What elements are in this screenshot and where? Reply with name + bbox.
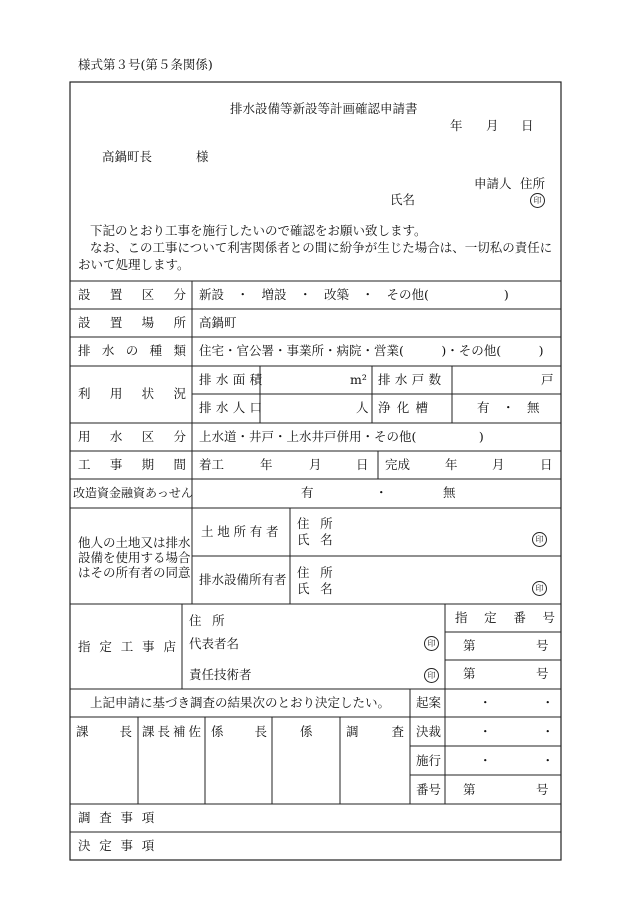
- complete-year: 年: [445, 457, 458, 472]
- kian-date: ・ ・: [479, 695, 555, 710]
- consent-label-line-1: 他人の土地又は排水: [78, 535, 191, 550]
- applicant-label: 申請人: [474, 176, 512, 191]
- role-chousa: 調査: [346, 724, 404, 739]
- decision-items-label: 決定事項: [78, 838, 164, 853]
- sekou-label: 施行: [416, 753, 442, 768]
- applicant-name-label: 氏名: [390, 192, 416, 207]
- kian-label: 起案: [416, 695, 442, 710]
- septic-label: 浄化槽: [378, 400, 435, 415]
- households-unit: 戸: [541, 372, 554, 387]
- role-kakarichou: 係長: [211, 724, 267, 739]
- area-label: 排水面積: [199, 372, 267, 387]
- complete-day: 日: [540, 457, 553, 472]
- intro-line-2: なお、この工事について利害関係者との間に紛争が生じた場合は、一切私の責任において処理します。: [78, 240, 553, 272]
- applicant-seal-icon: 印: [530, 193, 545, 208]
- bangou-label: 番号: [416, 782, 442, 797]
- date-day-label: 日: [521, 118, 534, 133]
- haisui-shurui-value: 住宅・官公署・事業所・病院・営業( )・その他( ): [199, 343, 544, 358]
- land-owner-seal-icon: 印: [532, 532, 547, 547]
- start-month: 月: [309, 457, 322, 472]
- form-title: 排水設備等新設等計画確認申請書: [230, 101, 418, 116]
- designation-dai-1: 第: [463, 638, 476, 653]
- population-unit: 人: [356, 400, 369, 415]
- kessai-date: ・ ・: [479, 724, 555, 739]
- designation-go-1: 号: [536, 638, 549, 653]
- area-unit: m²: [350, 372, 367, 387]
- role-kakari: 係: [300, 724, 313, 739]
- yousui-kubun-value: 上水道・井戸・上水井戸併用・その他( ): [199, 429, 484, 444]
- contractor-representative-label: 代表者名: [189, 636, 240, 651]
- land-owner-name-label: 氏名: [297, 532, 344, 547]
- start-year: 年: [260, 457, 273, 472]
- bangou-go: 号: [536, 782, 549, 797]
- applicant-address-label: 住所: [520, 176, 546, 191]
- start-day: 日: [356, 457, 369, 472]
- households-label: 排水戸数: [378, 372, 446, 387]
- setchi-kubun-label: 設置区分: [78, 287, 186, 302]
- facility-owner-name-label: 氏名: [297, 581, 344, 596]
- setchi-basho-value: 高鍋町: [199, 315, 237, 330]
- survey-items-label: 調査事項: [78, 810, 164, 825]
- contractor-label: 指定工事店: [78, 639, 176, 654]
- designation-go-2: 号: [536, 666, 549, 681]
- start-label: 着工: [199, 457, 225, 472]
- engineer-seal-icon: 印: [424, 668, 439, 683]
- setchi-basho-label: 設置場所: [78, 315, 186, 330]
- complete-month: 月: [492, 457, 505, 472]
- yousui-kubun-label: 用水区分: [78, 429, 186, 444]
- role-kachou: 課長: [76, 724, 132, 739]
- loan-label: 改造資金融資あっせん: [73, 486, 193, 500]
- form-number: 様式第３号(第５条関係): [78, 57, 213, 72]
- decision-statement: 上記申請に基づき調査の結果次のとおり決定したい。: [90, 695, 391, 710]
- consent-label-line-2: 設備を使用する場合: [78, 550, 191, 565]
- contractor-engineer-label: 責任技術者: [189, 667, 252, 682]
- addressee-town: 高鍋町長: [102, 149, 153, 164]
- bangou-dai: 第: [463, 782, 476, 797]
- facility-owner-seal-icon: 印: [532, 581, 547, 596]
- consent-label-line-3: はその所有者の同意: [78, 565, 191, 580]
- designation-dai-2: 第: [463, 666, 476, 681]
- population-label: 排水人口: [199, 400, 267, 415]
- representative-seal-icon: 印: [424, 636, 439, 651]
- designation-number-label: 指定番号: [455, 610, 555, 625]
- loan-dot: ・: [375, 485, 388, 500]
- intro-line-1: 下記のとおり工事を施行したいので確認をお願い致します。: [90, 223, 427, 238]
- addressee-honorific: 様: [196, 149, 209, 164]
- kouji-kikan-label: 工事期間: [78, 457, 186, 472]
- septic-value: 有 ・ 無: [477, 400, 540, 415]
- land-owner-address-label: 住所: [297, 516, 344, 531]
- contractor-address-label: 住所: [189, 613, 236, 628]
- haisui-shurui-label: 排水の種類: [78, 343, 186, 358]
- date-year-label: 年: [450, 118, 463, 133]
- facility-owner-address-label: 住所: [297, 565, 344, 580]
- date-month-label: 月: [486, 118, 499, 133]
- sekou-date: ・ ・: [479, 753, 555, 768]
- setchi-kubun-value: 新設 ・ 増設 ・ 改築 ・ その他( ): [199, 287, 509, 302]
- role-kachou-hosa: 課長補佐: [142, 724, 201, 739]
- facility-owner-label: 排水設備所有者: [199, 572, 287, 587]
- kessai-label: 決裁: [416, 724, 442, 739]
- loan-yes: 有: [301, 485, 314, 500]
- loan-no: 無: [443, 485, 456, 500]
- complete-label: 完成: [385, 457, 411, 472]
- land-owner-label: 土地所有者: [201, 524, 283, 539]
- riyou-joukyou-label: 利用状況: [78, 386, 186, 401]
